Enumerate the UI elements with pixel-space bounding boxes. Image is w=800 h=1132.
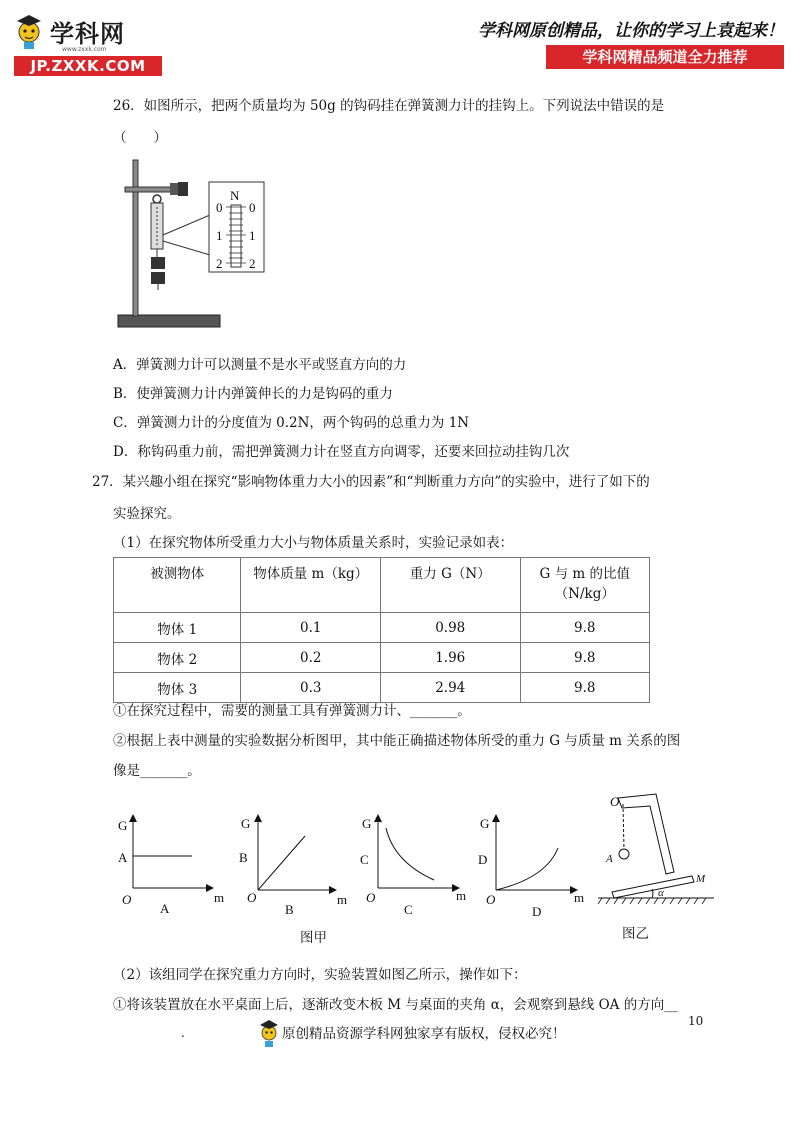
graph-c-curve-label: C [360, 852, 369, 867]
footer-dot: . [181, 1026, 185, 1040]
figure-yi-apparatus [596, 790, 716, 910]
table-cell: 0.1 [241, 613, 381, 643]
table-cell: 9.8 [520, 643, 650, 673]
graph-d-origin: O [486, 892, 496, 907]
table-header: 重力 G（N） [380, 558, 520, 613]
table-cell: 0.3 [241, 673, 381, 703]
figure-yi-label-a: A [606, 853, 613, 865]
logo-small-url: www.zxxk.com [62, 46, 107, 53]
graph-b-curve-label: B [239, 850, 248, 865]
channel-banner: 学科网精品频道全力推荐 [546, 45, 784, 69]
graph-d-x-label: m [574, 890, 585, 905]
graph-a-y-label: G [118, 818, 128, 833]
table-header: G 与 m 的比值（N/kg） [520, 558, 650, 613]
table-row [114, 673, 650, 703]
graph-d-curve-label: D [478, 852, 488, 867]
graph-d-caption: D [532, 904, 542, 919]
figure-jia-caption: 图甲 [300, 930, 327, 946]
table-cell: 9.8 [520, 673, 650, 703]
graph-c [356, 810, 476, 922]
q26-option-d: D．称钩码重力前，需把弹簧测力计在竖直方向调零，还要来回拉动挂钩几次 [113, 444, 570, 460]
scale-right-0: 0 [249, 200, 256, 215]
graph-d [476, 810, 596, 922]
table-header-row [114, 558, 650, 613]
graph-c-y-label: G [362, 816, 372, 831]
q27-sub2-line1: ②根据上表中测量的实验数据分析图甲，其中能正确描述物体所受的重力 G 与质量 m 关系的图 [113, 733, 681, 749]
graph-b-y-label: G [241, 816, 251, 831]
scale-right-2: 2 [249, 256, 256, 271]
graph-c-x-label: m [456, 888, 467, 903]
table-header: 被测物体 [114, 558, 241, 613]
q26-answer-blank: （ ） [113, 130, 167, 146]
logo-url-bar: JP.ZXXK.COM [14, 56, 162, 76]
page-number: 10 [688, 1014, 704, 1028]
table-cell: 0.98 [380, 613, 520, 643]
spring-scale-figure [115, 155, 275, 335]
table-cell: 2.94 [380, 673, 520, 703]
q27-sub2-line2: 像是_______。 [113, 763, 201, 779]
graph-a-x-label: m [214, 890, 225, 905]
graph-d-y-label: G [480, 816, 490, 831]
site-logo [14, 12, 164, 76]
table-header: 物体质量 m（kg） [241, 558, 381, 613]
graph-c-caption: C [404, 902, 413, 917]
graph-b-caption: B [285, 902, 294, 917]
mascot-icon [14, 12, 44, 50]
figure-yi-label-o: O [610, 794, 620, 809]
scale-left-2: 2 [216, 256, 223, 271]
table-cell: 0.2 [241, 643, 381, 673]
header-slogan: 学科网原创精品，让你的学习上袁起来！ [478, 21, 784, 41]
graph-a-origin: O [122, 892, 132, 907]
table-row [114, 613, 650, 643]
q27-sub1: ①在探究过程中，需要的测量工具有弹簧测力计、_______。 [113, 703, 471, 719]
footer-mascot-icon [258, 1018, 280, 1048]
figure-yi-label-alpha: α [658, 887, 664, 899]
table-row [114, 643, 650, 673]
table-cell: 1.96 [380, 643, 520, 673]
table-cell: 物体 2 [114, 643, 241, 673]
logo-text: 学科网 [50, 20, 125, 48]
table-cell: 物体 3 [114, 673, 241, 703]
scale-right-1: 1 [249, 228, 256, 243]
table-cell: 物体 1 [114, 613, 241, 643]
scale-left-1: 1 [216, 228, 223, 243]
figure-yi-label-m: M [696, 873, 706, 885]
table-cell: 9.8 [520, 613, 650, 643]
q27-part1: （1）在探究物体所受重力大小与物体质量关系时，实验记录如表： [113, 535, 514, 551]
scale-left-0: 0 [216, 200, 223, 215]
graph-c-origin: O [366, 890, 376, 905]
scale-unit: N [230, 188, 240, 203]
q26-option-a: A．弹簧测力计可以测量不是水平或竖直方向的力 [113, 357, 407, 373]
graph-b [233, 810, 353, 922]
graph-b-origin: O [247, 890, 257, 905]
graph-a-caption: A [160, 901, 170, 916]
q26-option-c: C．弹簧测力计的分度值为 0.2N，两个钩码的总重力为 1N [113, 415, 470, 431]
q27-stem-line2: 实验探究。 [113, 506, 181, 522]
q27-part2: （2）该组同学在探究重力方向时，实验装置如图乙所示，操作如下： [113, 967, 527, 983]
graph-b-x-label: m [337, 892, 348, 907]
figure-yi-caption: 图乙 [622, 926, 649, 942]
experiment-data-table [113, 557, 650, 703]
q27-stem-line1: 27．某兴趣小组在探究“影响物体重力大小的因素”和“判断重力方向”的实验中，进行了如下的 [92, 474, 650, 490]
q26-option-b: B．使弹簧测力计内弹簧伸长的力是钩码的重力 [113, 386, 393, 402]
q27-part2-sub1: ①将该装置放在水平桌面上后，逐渐改变木板 M 与桌面的夹角 α，会观察到悬线 OA 的方向__ [113, 997, 678, 1013]
graph-a [110, 812, 230, 922]
graph-a-curve-label: A [118, 850, 128, 865]
footer-copyright: 原创精品资源学科网独家享有版权，侵权必究！ [282, 1026, 566, 1042]
q26-stem: 26．如图所示，把两个质量均为 50g 的钩码挂在弹簧测力计的挂钩上。下列说法中错误的是 [113, 98, 665, 114]
